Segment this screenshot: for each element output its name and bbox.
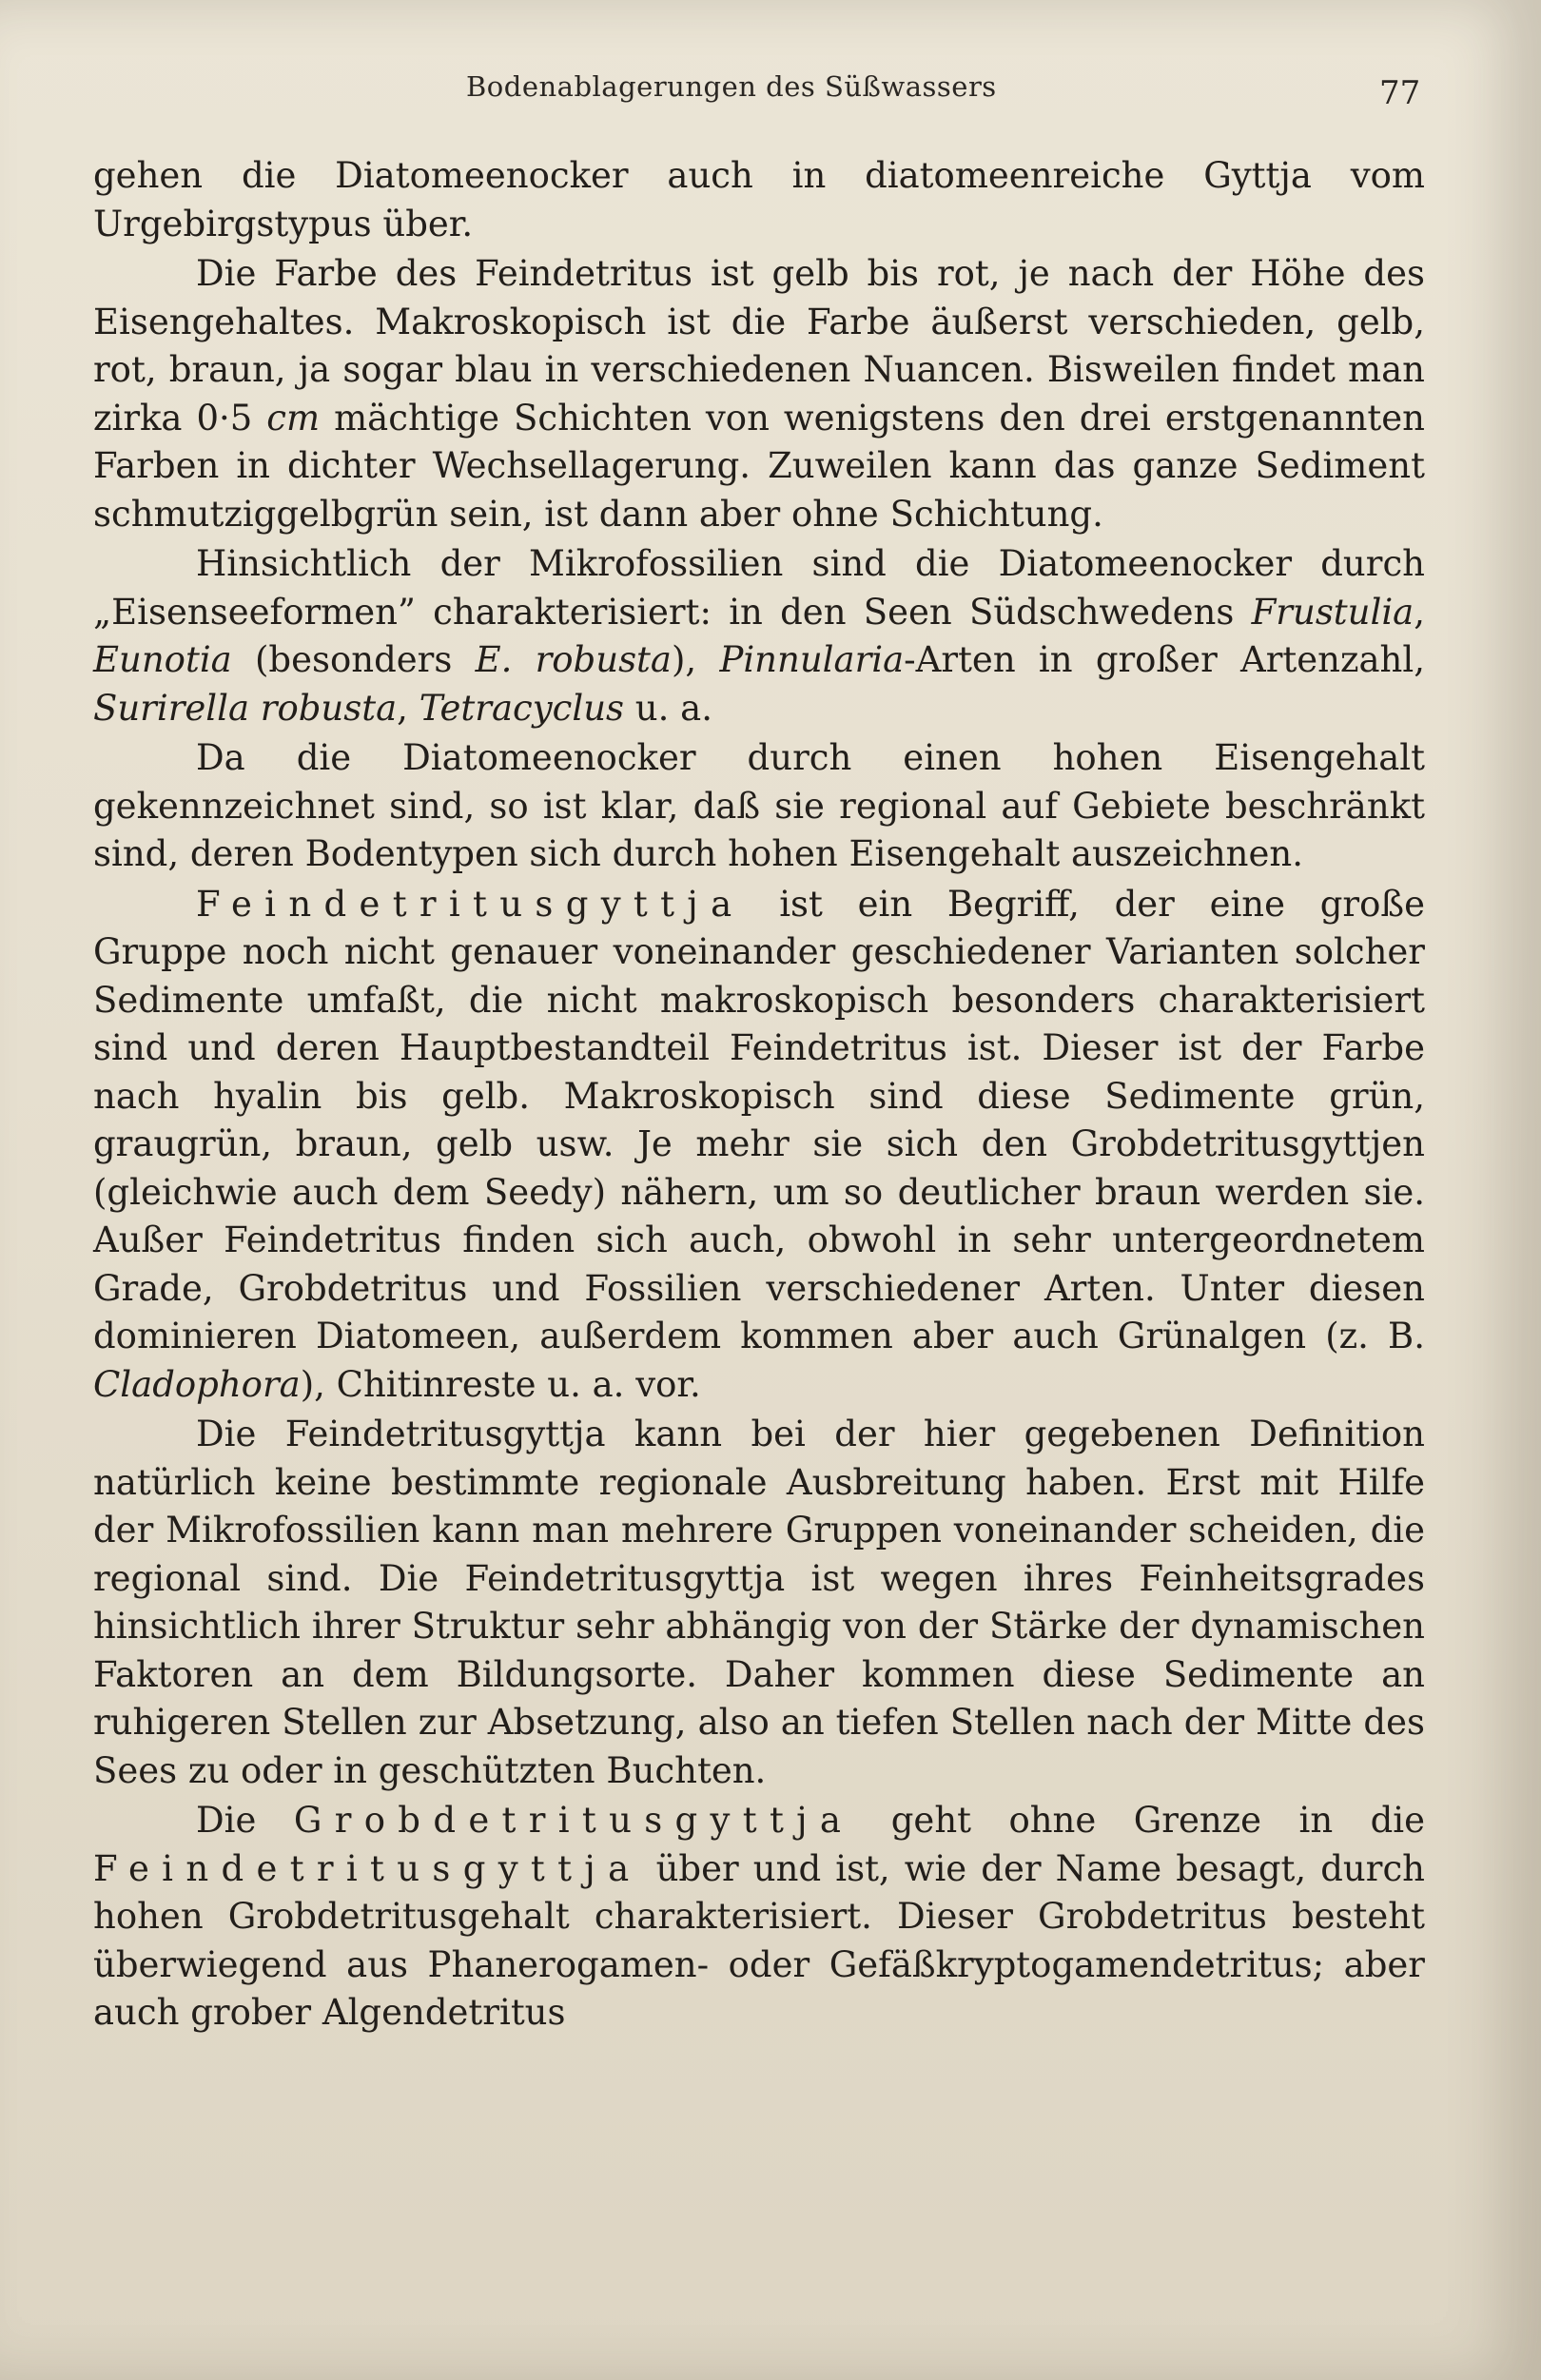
text-run: Hinsichtlich der Mikrofossilien sind die Diatomeenocker durch „Eisenseeformen” charakterisiert: in den Seen Südschwedens <box>93 543 1425 633</box>
text-run: , <box>397 687 419 729</box>
italic-term: Cladophora <box>93 1363 301 1405</box>
text-run: ist ein Begriff, der eine große Gruppe noch nicht genauer voneinander geschiedener Varianten solcher Sedimente umfaßt, die nicht makroskopisch besonders charakterisiert sind und deren Hauptbestandteil Feindetritus ist. Dieser ist der Farbe nach hyalin bis gelb. Makroskopisch sind diese Sedimente grün, graugrün, braun, gelb usw. Je mehr sie sich den Grobdetritusgyttjen (gleichwie auch dem Seedy) nähern, um so deutlicher braun werden sie. Außer Feindetritus finden sich auch, obwohl in sehr untergeordnetem Grade, Grobdetritus und Fossilien verschiedener Arten. Unter diesen dominieren Diatomeen, außerdem kommen aber auch Grünalgen (z. B. <box>93 883 1425 1356</box>
text-run: geht ohne Grenze in die <box>853 1800 1426 1841</box>
spaced-term: Feindetritusgyttja <box>196 883 745 925</box>
italic-term: cm <box>266 397 321 439</box>
page-number: 77 <box>1379 74 1421 112</box>
italic-term: Eunotia <box>93 639 232 680</box>
text-run: , <box>1414 591 1425 633</box>
italic-term: Tetracyclus <box>419 687 625 729</box>
running-head <box>0 68 1541 116</box>
text-run: mächtige Schichten von wenigstens den drei erstgenannten Farben in dichter Wechsellagerung. Zuweilen kann das ganze Sediment schmutziggelbgrün sein, ist dann aber ohne Schichtung. <box>93 397 1425 535</box>
text-run: ), Chitinreste u. a. vor. <box>300 1363 701 1405</box>
text-run: u. a. <box>624 687 712 729</box>
paragraph <box>93 734 1425 879</box>
paragraph <box>93 1411 1425 1795</box>
text-run: -Arten in großer Artenzahl, <box>904 639 1425 680</box>
paragraph <box>93 152 1425 248</box>
body-text <box>93 152 1425 2039</box>
text-run: gehen die Diatomeenocker auch in diatomeenreiche Gyttja vom Urgebirgstypus über. <box>93 155 1425 244</box>
paragraph <box>93 1797 1425 2038</box>
text-run: Die Feindetritusgyttja kann bei der hier gegebenen Definition natürlich keine bestimmte regionale Ausbreitung haben. Erst mit Hilfe der Mikrofossilien kann man mehrere Gruppen voneinander scheiden, die regional sind. Die Feindetritusgyttja ist wegen ihres Feinheitsgrades hinsichtlich ihrer Struktur sehr abhängig von der Stärke der dynamischen Faktoren an dem Bildungsorte. Daher kommen diese Sedimente an ruhigeren Stellen zur Absetzung, also an tiefen Stellen nach der Mitte des Sees zu oder in geschützten Buchten. <box>93 1414 1425 1791</box>
spaced-term: Feindetritusgyttja <box>93 1847 642 1889</box>
italic-term: E. robusta <box>475 639 672 680</box>
paragraph <box>93 881 1425 1410</box>
italic-term: Surirella robusta <box>93 687 398 729</box>
spaced-term: Grobdetritusgyttja <box>293 1800 854 1841</box>
text-run: Da die Diatomeenocker durch einen hohen Eisengehalt gekennzeichnet sind, so ist klar, daß sie regional auf Gebiete beschränkt sind, deren Bodentypen sich durch hohen Eisengehalt auszeichnen. <box>93 737 1425 874</box>
italic-term: Pinnularia <box>719 639 905 680</box>
text-run: Die <box>196 1800 294 1841</box>
text-run: Die Farbe des Feindetritus ist gelb bis rot, je nach der Höhe des Eisengehaltes. Makroskopisch ist die Farbe äußerst verschieden, gelb, rot, braun, ja sogar blau in verschiedenen Nuancen. Bisweilen findet man zirka 0·5 <box>93 253 1425 439</box>
text-run: (besonders <box>231 639 476 680</box>
paragraph <box>93 250 1425 538</box>
paragraph <box>93 540 1425 732</box>
italic-term: Frustulia <box>1251 591 1414 633</box>
running-title: Bodenablagerungen des Süßwassers <box>466 70 997 103</box>
text-run: über und ist, wie der Name besagt, durch hohen Grobdetritusgehalt charakterisiert. Dieser Grobdetritus besteht überwiegend aus Phanerogamen- oder Gefäßkryptogamendetritus; aber auch grober Algendetritus <box>93 1847 1425 2033</box>
text-run: ), <box>672 639 720 680</box>
